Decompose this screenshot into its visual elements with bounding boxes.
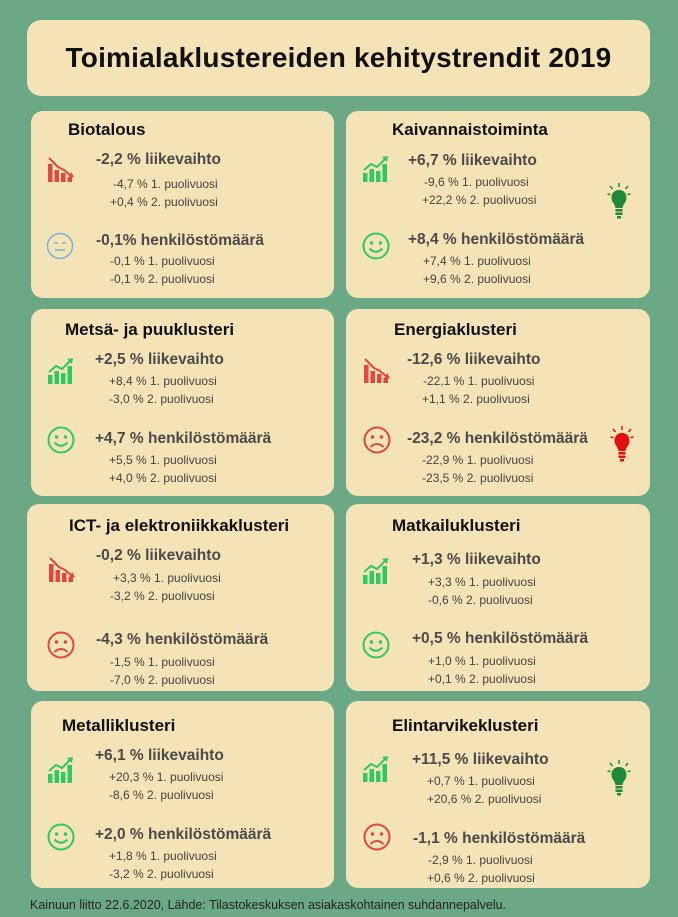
smile-face-icon — [46, 425, 76, 455]
staff-h2: -7,0 % 2. puolivuosi — [110, 673, 215, 687]
trend-down-icon — [362, 355, 392, 385]
green-lightbulb-icon — [607, 182, 631, 220]
revenue-change: -0,2 % liikevaihto — [96, 547, 221, 564]
staff-h2: +0,1 % 2. puolivuosi — [428, 672, 536, 686]
staff-h2: -0,1 % 2. puolivuosi — [110, 272, 215, 286]
revenue-h2: +20,6 % 2. puolivuosi — [427, 792, 542, 806]
revenue-change: +11,5 % liikevaihto — [412, 751, 549, 768]
smile-face-icon — [361, 231, 391, 261]
sad-face-icon — [362, 822, 392, 852]
revenue-h1: -22,1 % 1. puolivuosi — [423, 374, 535, 388]
cluster-card-matkailu — [346, 504, 650, 691]
cluster-card-ict — [27, 504, 334, 691]
cluster-card-elintarvike — [346, 701, 650, 888]
revenue-h1: -9,6 % 1. puolivuosi — [424, 175, 529, 189]
revenue-h1: +3,3 % 1. puolivuosi — [428, 575, 536, 589]
sad-face-icon — [362, 425, 392, 455]
trend-up-icon — [46, 755, 76, 785]
cluster-card-metalli — [31, 701, 334, 888]
cluster-title: ICT- ja elektroniikkaklusteri — [69, 516, 290, 535]
trend-up-icon — [46, 356, 76, 386]
staff-h2: +4,0 % 2. puolivuosi — [109, 471, 217, 485]
smile-face-icon — [46, 822, 76, 852]
revenue-h1: -4,7 % 1. puolivuosi — [113, 177, 218, 191]
cluster-card-kaivannaistoiminta — [346, 111, 650, 298]
revenue-h2: -0,6 % 2. puolivuosi — [428, 593, 533, 607]
staff-h2: -3,2 % 2. puolivuosi — [109, 867, 214, 881]
staff-change: +4,7 % henkilöstömäärä — [95, 430, 272, 447]
page-title: Toimialaklustereiden kehitystrendit 2019 — [65, 42, 612, 73]
revenue-h2: +22,2 % 2. puolivuosi — [422, 193, 537, 207]
revenue-h1: +0,7 % 1. puolivuosi — [427, 774, 535, 788]
revenue-h1: +8,4 % 1. puolivuosi — [109, 374, 217, 388]
cluster-title: Elintarvikeklusteri — [392, 716, 539, 735]
revenue-change: -2,2 % liikevaihto — [96, 151, 221, 168]
revenue-change: +1,3 % liikevaihto — [412, 551, 541, 568]
cluster-title: Metsä- ja puuklusteri — [65, 320, 235, 339]
staff-h1: +1,8 % 1. puolivuosi — [109, 849, 217, 863]
trend-up-icon — [361, 154, 391, 184]
revenue-h1: +20,3 % 1. puolivuosi — [109, 770, 224, 784]
revenue-h2: +1,1 % 2. puolivuosi — [422, 392, 530, 406]
red-lightbulb-icon — [610, 425, 634, 463]
title-banner — [27, 20, 650, 96]
trend-down-icon — [47, 554, 77, 584]
revenue-change: -12,6 % liikevaihto — [407, 351, 541, 368]
cluster-card-metsa — [31, 309, 334, 496]
smile-face-icon — [361, 630, 391, 660]
cluster-card-energia — [346, 309, 650, 496]
staff-change: -0,1% henkilöstömäärä — [96, 232, 264, 249]
revenue-h2: -3,2 % 2. puolivuosi — [110, 589, 215, 603]
neutral-face-icon — [45, 231, 75, 261]
staff-change: -1,1 % henkilöstömäärä — [413, 830, 586, 847]
revenue-change: +2,5 % liikevaihto — [95, 351, 224, 368]
staff-change: +8,4 % henkilöstömäärä — [408, 231, 585, 248]
trend-up-icon — [361, 556, 391, 586]
staff-h1: -1,5 % 1. puolivuosi — [110, 655, 215, 669]
revenue-change: +6,1 % liikevaihto — [95, 747, 224, 764]
staff-change: -4,3 % henkilöstömäärä — [96, 631, 269, 648]
staff-h1: -22,9 % 1. puolivuosi — [422, 453, 534, 467]
revenue-h1: +3,3 % 1. puolivuosi — [113, 571, 221, 585]
sad-face-icon — [46, 630, 76, 660]
staff-h1: +1,0 % 1. puolivuosi — [428, 654, 536, 668]
revenue-h2: -3,0 % 2. puolivuosi — [109, 392, 214, 406]
staff-change: -23,2 % henkilöstömäärä — [407, 430, 588, 447]
revenue-h2: -8,6 % 2. puolivuosi — [109, 788, 214, 802]
source-footer: Kainuun liitto 22.6.2020, Lähde: Tilastokeskuksen asiakaskohtainen suhdannepalvelu. — [30, 898, 507, 912]
green-lightbulb-icon — [607, 759, 631, 797]
cluster-title: Matkailuklusteri — [392, 516, 521, 535]
staff-h2: +0,6 % 2. puolivuosi — [427, 871, 535, 885]
staff-h2: -23,5 % 2. puolivuosi — [422, 471, 534, 485]
staff-change: +0,5 % henkilöstömäärä — [412, 630, 589, 647]
staff-change: +2,0 % henkilöstömäärä — [95, 826, 272, 843]
trend-down-icon — [46, 154, 76, 184]
cluster-title: Metalliklusteri — [62, 716, 176, 735]
staff-h1: -2,9 % 1. puolivuosi — [428, 853, 533, 867]
staff-h1: +7,4 % 1. puolivuosi — [423, 254, 531, 268]
staff-h1: -0,1 % 1. puolivuosi — [110, 254, 215, 268]
cluster-title: Biotalous — [68, 120, 146, 139]
cluster-title: Energiaklusteri — [394, 320, 517, 339]
cluster-title: Kaivannaistoiminta — [392, 120, 548, 139]
revenue-change: +6,7 % liikevaihto — [408, 152, 537, 169]
staff-h1: +5,5 % 1. puolivuosi — [109, 453, 217, 467]
trend-up-icon — [361, 754, 391, 784]
revenue-h2: +0,4 % 2. puolivuosi — [110, 195, 218, 209]
cluster-card-biotalous — [31, 111, 334, 298]
staff-h2: +9,6 % 2. puolivuosi — [423, 272, 531, 286]
